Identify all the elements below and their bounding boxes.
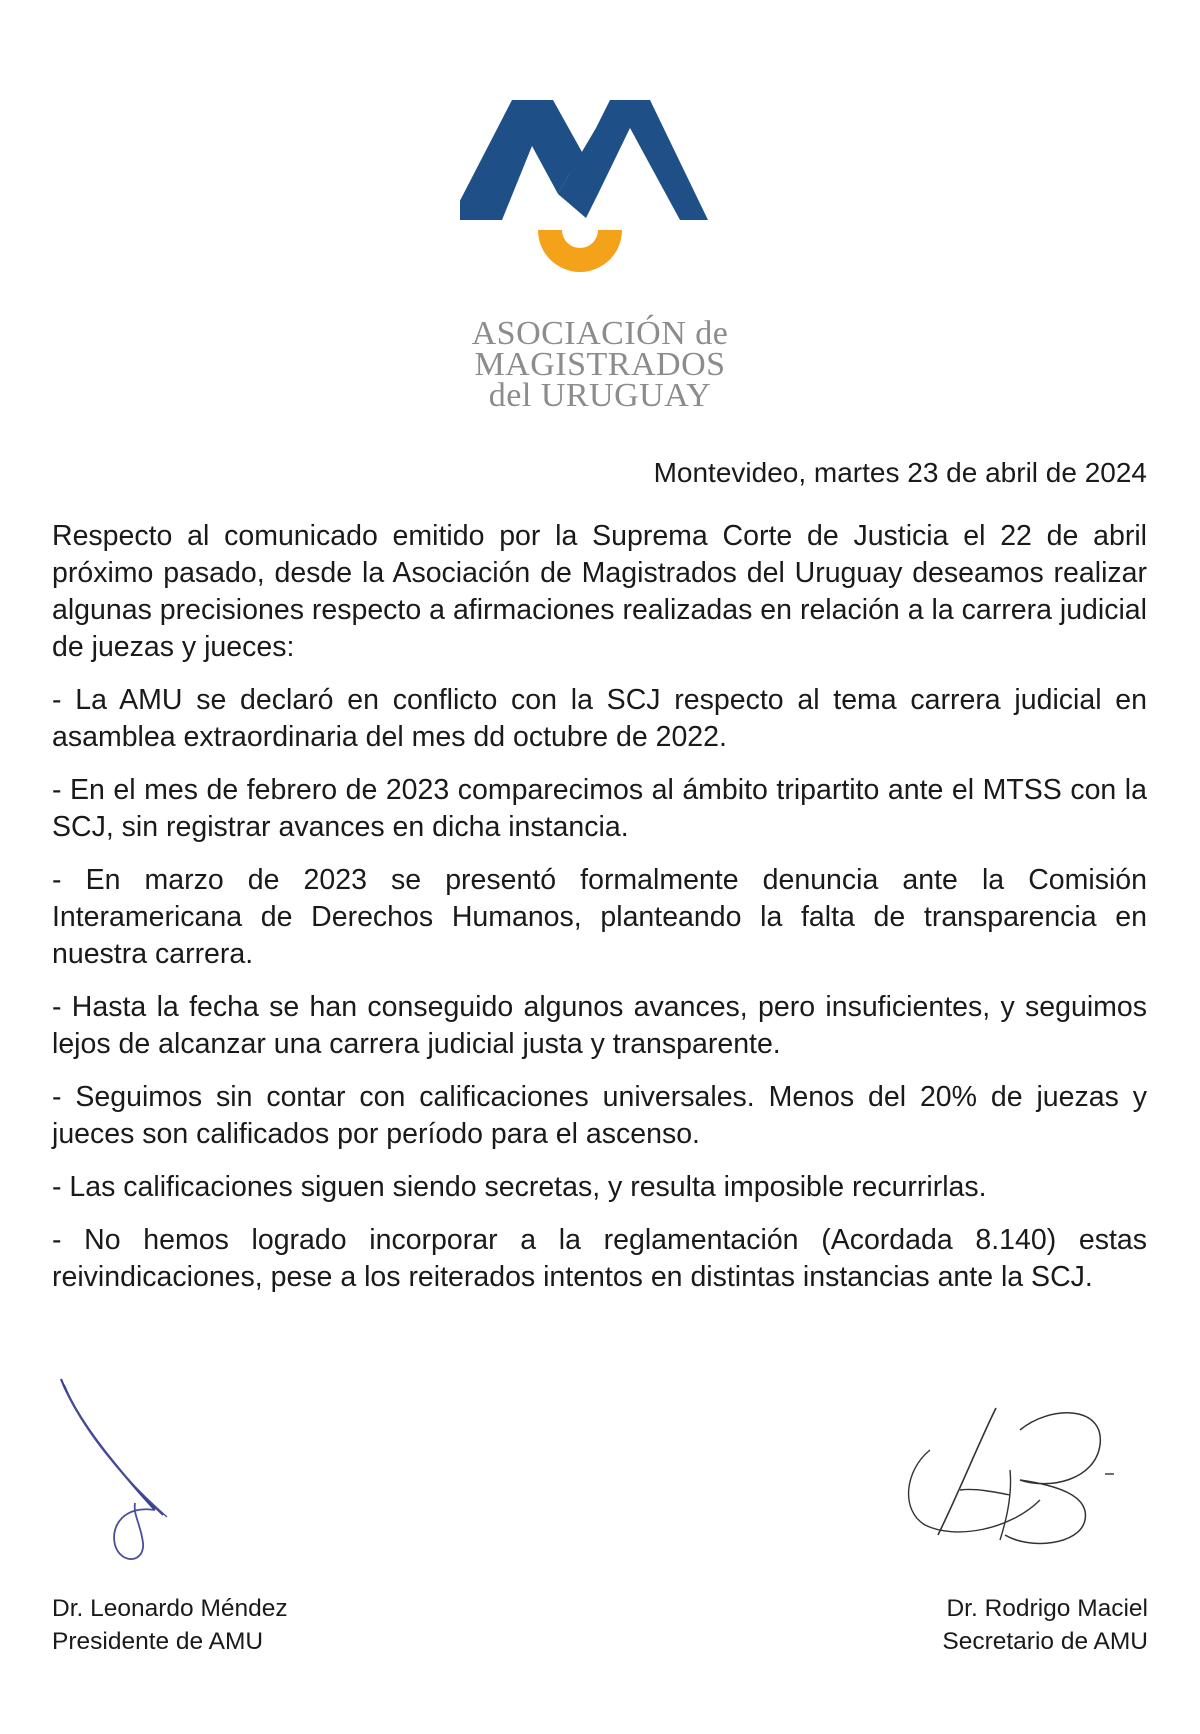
org-name-line: MAGISTRADOS (474, 346, 726, 383)
paragraph-item: - La AMU se declaró en conflicto con la SCJ respecto al tema carrera judicial en asamblea extraordinaria del mes dd octubre de 2022. (52, 684, 1147, 753)
paragraph-item: - Seguimos sin contar con calificaciones universales. Menos del 20% de juezas y jueces son calificados por período para el ascenso. (52, 1081, 1147, 1150)
signatory-left (52, 1592, 288, 1658)
letter-body (52, 518, 1147, 1312)
paragraph-item: - Las calificaciones siguen siendo secretas, y resulta imposible recurrirlas. (52, 1171, 987, 1203)
paragraph-item: - No hemos logrado incorporar a la reglamentación (Acordada 8.140) estas reivindicaciones, pese a los reiterados intentos en distintas instancias ante la SCJ. (52, 1224, 1147, 1293)
signatory-name: Dr. Rodrigo Maciel (946, 1595, 1148, 1622)
paragraph-item: - Hasta la fecha se han conseguido algunos avances, pero insuficientes, y seguimos lejos de alcanzar una carrera judicial justa y transparente. (52, 991, 1147, 1060)
paragraph-item: - En marzo de 2023 se presentó formalmente denuncia ante la Comisión Interamericana de Derechos Humanos, planteando la falta de transparencia en nuestra carrera. (52, 864, 1147, 970)
date-line: Montevideo, martes 23 de abril de 2024 (653, 457, 1147, 488)
signatory-right (942, 1592, 1148, 1658)
signatory-role: Presidente de AMU (52, 1628, 264, 1655)
org-name (460, 315, 740, 414)
signature-left-icon (55, 1375, 195, 1570)
paragraph-item: - En el mes de febrero de 2023 comparecimos al ámbito tripartito ante el MTSS con la SCJ, sin registrar avances en dicha instancia. (52, 774, 1147, 843)
signatory-name: Dr. Leonardo Méndez (52, 1595, 288, 1622)
signature-right-icon (900, 1400, 1125, 1555)
signatory-role: Secretario de AMU (942, 1628, 1148, 1655)
paragraph-intro: Respecto al comunicado emitido por la Suprema Corte de Justicia el 22 de abril próximo pasado, desde la Asociación de Magistrados del Uruguay deseamos realizar algunas precisiones respecto a afirmaciones realizadas en relación a la carrera judicial de juezas y jueces: (52, 520, 1147, 663)
org-name-line: del URUGUAY (488, 377, 712, 414)
org-name-line: ASOCIACIÓN de (471, 315, 729, 352)
